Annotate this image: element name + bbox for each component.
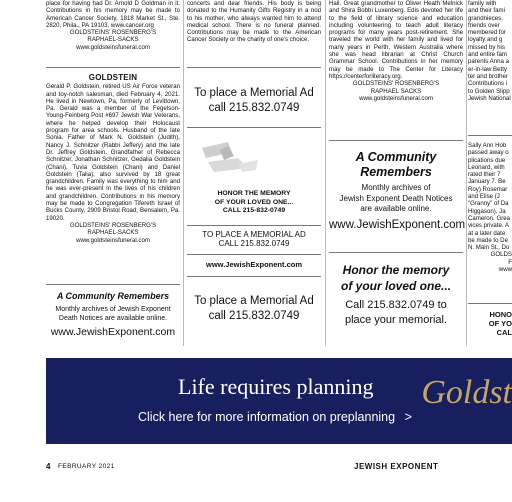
funeral-home-link[interactable]: www.goldsteinsfuneral.com [76, 236, 150, 244]
funeral-home-name: GOLDSTEINS' ROSENBERG'S [352, 80, 440, 88]
cropped-obit-top [468, 0, 512, 102]
archive-line-1: Monthly archives of [361, 183, 431, 192]
memorial-ad-phone: call 215.832.0749 [208, 102, 300, 114]
column-1-divider [46, 67, 180, 68]
preplanning-link[interactable] [138, 410, 412, 424]
column-4-divider [468, 135, 512, 136]
funeral-home-name: GOLDSTEINS' ROSENBERG'S [69, 29, 157, 37]
obit-continuation-text: concerts and dear friends. His body is being donated to the Humanity Gifts Registry in a nod to his mother, who always wanted him to attend medical school. There is no funeral planned. Contributions may be made to the American Cancer Society or the charity of one's choice. [187, 0, 321, 44]
text-line: to Golden Slipp [468, 87, 510, 95]
honor-memorial-line: place your memorial. [344, 314, 448, 326]
column-2-divider-4 [187, 254, 321, 255]
issue-date: FEBRUARY 2021 [58, 463, 115, 470]
obituary-name: GOLDSTEIN [88, 73, 138, 82]
column-4-divider-2 [468, 303, 512, 304]
text-line: Leonard, with [468, 163, 505, 171]
text-line: friends over [468, 21, 500, 29]
community-remembers-title-2: Remembers [360, 165, 432, 179]
arrow-right-icon: > [404, 410, 412, 424]
honor-memory-ad-large [329, 262, 463, 328]
honor-memory-ad-small [187, 190, 321, 216]
goldsteins-logo: Goldst [421, 374, 512, 411]
text-line: membered for [468, 29, 506, 37]
text-line: Sally Ann Hob [468, 142, 507, 149]
page-number: 4 [46, 462, 51, 471]
memorial-ad-box-2 [187, 230, 321, 248]
text-line: "Granny" of Da [468, 200, 509, 208]
memorial-ad-caps-phone: CALL 215.832.0749 [218, 239, 290, 248]
column-2-divider-3 [187, 225, 321, 226]
text-line: er-in-law Betty [468, 65, 507, 73]
column-2 [187, 0, 321, 44]
funeral-home-chapel: RAPHAEL SACKS [370, 87, 422, 95]
column-3 [329, 0, 463, 102]
exponent-website-link[interactable]: www.JewishExponent.com [50, 326, 176, 338]
text-line: and their fami [468, 7, 505, 15]
text-line: Roy) Rosemar [468, 185, 508, 193]
column-4-cropped [468, 0, 512, 102]
honor-phone: CALL 215-832-0749 [222, 207, 286, 215]
memorial-ad-line-1: To place a Memorial Ad [194, 295, 314, 307]
text-line: at a later date. [468, 229, 507, 237]
column-3-divider [329, 140, 463, 141]
text-line: ter and brother [468, 72, 508, 80]
text-line: and Elise (J [468, 193, 500, 201]
text-line: vices private. A [468, 222, 509, 230]
memorial-ad-caps-line-1: TO PLACE A MEMORIAL AD [202, 230, 306, 239]
funeral-home-link[interactable]: www.goldsteinsfuneral.com [359, 94, 433, 102]
archive-line-1: Monthly archives of Jewish Exponent [55, 306, 171, 313]
text-line: HONO [489, 310, 512, 319]
memorial-ad-phone: call 215.832.0749 [208, 310, 300, 322]
obit-continuation-text: place for having had Dr. Arnold D Goldman in it. Contributions in his memory may be made to American Cancer Society, 1818 Market St., Ste. 2820, Phila., PA 19103, www.cancer.org [46, 0, 180, 29]
archive-line-2: Death Notices are available online. [58, 315, 168, 322]
archive-line-2: Jewish Exponent Death Notices [339, 193, 453, 203]
obit-continuation-text: Hall. Great grandmother to Oliver Heath Melnick and Shira Bobbi Luxenberg. Edis devoted her life to the field of library science and education including volunteering to teach adult literacy programs for many years post-retirement. She traveled the world with her family and lived for many years in Perth, Western Australia where she was head librarian at Christ Church Grammar School. Contributions in her memory may be made to The Center for Literacy https://centerforliteracy.org. [329, 0, 463, 80]
exponent-website-link[interactable]: www.JewishExponent.com [206, 260, 302, 269]
community-remembers-title: A Community Remembers [56, 291, 170, 301]
honor-line-1: HONOR THE MEMORY [217, 190, 291, 197]
funeral-home-chapel: RAPHAEL-SACKS [87, 229, 139, 237]
column-gutter-1 [183, 0, 184, 346]
column-gutter-3 [466, 0, 467, 346]
preplanning-banner[interactable] [46, 358, 512, 444]
cropped-honor-ad [468, 310, 512, 337]
publication-name: JEWISH EXPONENT [354, 462, 439, 471]
text-line: CAL [496, 328, 512, 337]
text-line: passed away o [468, 149, 509, 157]
preplanning-link-text: Click here for more information on preplanning [138, 410, 396, 424]
column-1-divider-2 [46, 284, 180, 285]
obituary-goldstein [46, 72, 180, 244]
text-line: family with [468, 0, 497, 7]
text-line: F [508, 258, 512, 266]
memorial-ad-box-1 [187, 86, 321, 116]
column-3-divider-2 [329, 252, 463, 253]
obituary-text: Gerald P. Goldstein, retired US Air Force veteran and toy-notch salesman, died February 4, 2021. He lived in Newtown, Pa, formerly of Levittown, Pa. Gerald was a member of the Fegelson-Young-Feinberg Post #697 Jewish War Veterans, where he helped develop their Holocaust program for area schools. Husband of the late Sonia. Father of Mark N. Goldstein (Judith), Nancy J. Schnitzer (Rabbi Jeffery) and the late Dr. Jeffrey Goldstein. Grandfather of Rebecca Schnitzer, Jonathan Schnitzer, Gedalia Goldstein (Chani), Tuvia Goldstein (Chani) and Daniel Goldstein (Talia), also survived by 18 great grandchildren. Family was everything to him and he was ever-present in the lives of his children and grandchildren. Contributions in his memory may be made to Congregation Tifereth Israel of Bucks County, 2909 Bristol Road, Bensalem, Pa. 19020. [46, 83, 180, 222]
text-line: January 7. Be [468, 178, 506, 186]
text-line: rated their 7 [468, 171, 501, 179]
funeral-home-chapel: RAPHAEL-SACKS [87, 36, 139, 44]
honor-title-2: of your loved one... [340, 279, 451, 293]
column-gutter-2 [325, 0, 326, 346]
archive-line-3: are available online. [360, 204, 432, 213]
text-line: Contributions i [468, 80, 507, 88]
funeral-home-link[interactable]: www.goldsteinsfuneral.com [76, 43, 150, 51]
honor-line-2: OF YOUR LOVED ONE... [214, 198, 294, 206]
honor-title-1: Honor the memory [342, 263, 450, 277]
text-line: loyalty and g [468, 36, 503, 44]
text-line: plications due [468, 156, 506, 164]
honor-phone-line: Call 215.832.0749 to [345, 299, 447, 311]
text-line: OF YO [488, 319, 512, 328]
text-line: missed by his [468, 43, 505, 51]
text-line: Cameron. Grea [468, 214, 510, 222]
text-line: www [498, 266, 512, 274]
funeral-home-name: GOLDSTEINS' ROSENBERG'S [69, 221, 157, 229]
text-line: parents Anna a [468, 58, 509, 66]
column-1 [46, 0, 180, 51]
text-line: Jewish National [468, 94, 511, 102]
community-remembers-title-1: A Community [355, 150, 437, 164]
text-line: Higgason), Ja [468, 207, 506, 215]
memorial-candle-graphic [198, 138, 260, 178]
community-remembers-ad-large [329, 150, 466, 233]
exponent-website-link[interactable]: www.JewishExponent.com [329, 218, 466, 231]
column-2-divider-5 [187, 276, 321, 277]
memorial-ad-line-1: To place a Memorial Ad [194, 87, 314, 99]
community-remembers-ad-small [46, 290, 180, 339]
text-line: be made to De [468, 236, 508, 244]
text-line: N. Main St., Do [468, 244, 510, 252]
banner-headline: Life requires planning [178, 374, 374, 399]
text-line: grandnieces. [468, 14, 503, 22]
text-line: GOLDS [490, 251, 512, 259]
text-line: and entire fam [468, 51, 507, 59]
column-2-divider-2 [187, 127, 321, 128]
column-2-divider [187, 67, 321, 68]
cropped-obit-middle [468, 142, 512, 273]
memorial-ad-box-3 [187, 294, 321, 324]
